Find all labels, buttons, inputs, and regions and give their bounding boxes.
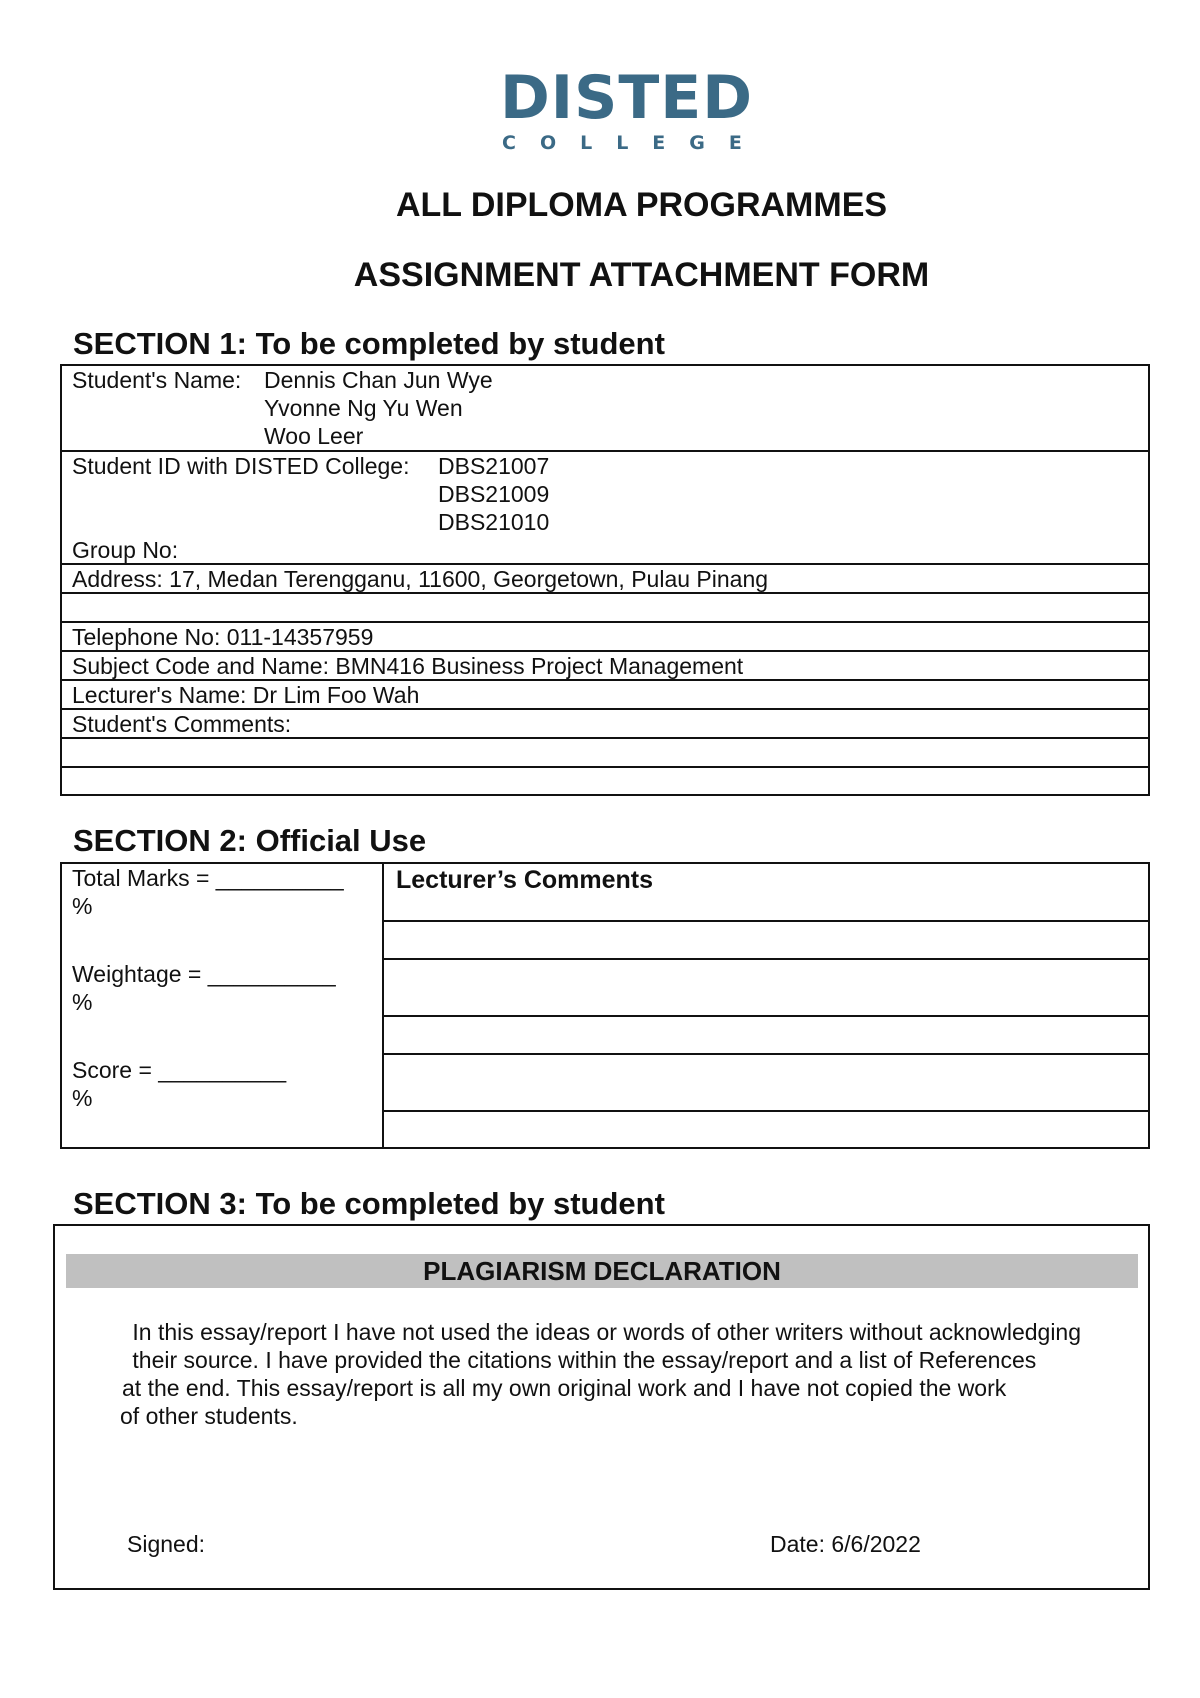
- student-name-row: [62, 366, 1148, 452]
- student-name-2: Yvonne Ng Yu Wen: [264, 395, 463, 421]
- declaration-line: their source. I have provided the citations within the essay/report and a list of References: [126, 1347, 1037, 1373]
- form-title: ASSIGNMENT ATTACHMENT FORM: [353, 256, 930, 294]
- lecturer-comments-line-3: [384, 1017, 1148, 1055]
- declaration-line: In this essay/report I have not used the ideas or words of other writers without acknowledging: [126, 1319, 1082, 1345]
- declaration-line: of other students.: [120, 1403, 298, 1429]
- student-id-3: DBS21010: [438, 509, 550, 535]
- lecturer-comments-line-1: [384, 922, 1148, 960]
- student-id-2: DBS21009: [438, 481, 550, 507]
- student-id-label: Student ID with DISTED College:: [72, 453, 410, 479]
- college-logo: DISTED: [500, 63, 754, 133]
- total-marks-percent: %: [72, 893, 93, 919]
- college-logo-sub: COLLEGE: [502, 132, 766, 154]
- address-row: Address: 17, Medan Terengganu, 11600, Georgetown, Pulau Pinang: [62, 565, 1148, 594]
- signed-field: Signed:: [127, 1531, 206, 1557]
- plagiarism-declaration-title: PLAGIARISM DECLARATION: [66, 1254, 1138, 1288]
- comments-line-2: [62, 768, 1148, 794]
- score-field: Score = __________: [72, 1057, 287, 1083]
- student-id-row: [62, 452, 1148, 565]
- weightage-field: Weightage = __________: [72, 961, 336, 987]
- student-id-1: DBS21007: [438, 453, 550, 479]
- total-marks-field: Total Marks = __________: [72, 865, 344, 891]
- student-comments-row: Student's Comments:: [62, 710, 1148, 739]
- declaration-line: at the end. This essay/report is all my own original work and I have not copied the work: [122, 1375, 1007, 1401]
- section2-heading: SECTION 2: Official Use: [73, 823, 427, 858]
- declaration-text: [120, 1318, 1146, 1430]
- section1-heading: SECTION 1: To be completed by student: [73, 326, 665, 361]
- marks-cell: [62, 864, 384, 1147]
- group-no-label: Group No:: [72, 537, 179, 563]
- score-percent: %: [72, 1085, 93, 1111]
- programme-title: ALL DIPLOMA PROGRAMMES: [395, 186, 888, 224]
- lecturer-comments-label: Lecturer’s Comments: [396, 866, 654, 894]
- section2-table: [60, 862, 1150, 1149]
- student-name-label: Student's Name:: [72, 367, 242, 393]
- lecturer-comments-header: [384, 864, 1148, 922]
- student-name-3: Woo Leer: [264, 423, 364, 449]
- subject-row: Subject Code and Name: BMN416 Business Project Management: [62, 652, 1148, 681]
- student-name-1: Dennis Chan Jun Wye: [264, 367, 493, 393]
- weightage-percent: %: [72, 989, 93, 1015]
- section1-table: [60, 364, 1150, 796]
- telephone-row: Telephone No: 011-14357959: [62, 623, 1148, 652]
- date-field: Date: 6/6/2022: [770, 1531, 921, 1557]
- lecturer-comments-cell: [384, 864, 1148, 1147]
- comments-line-1: [62, 739, 1148, 768]
- section3-heading: SECTION 3: To be completed by student: [73, 1186, 665, 1221]
- lecturer-comments-line-2: [384, 960, 1148, 1017]
- lecturer-row: Lecturer's Name: Dr Lim Foo Wah: [62, 681, 1148, 710]
- lecturer-comments-line-4: [384, 1055, 1148, 1112]
- address-row-blank: [62, 594, 1148, 623]
